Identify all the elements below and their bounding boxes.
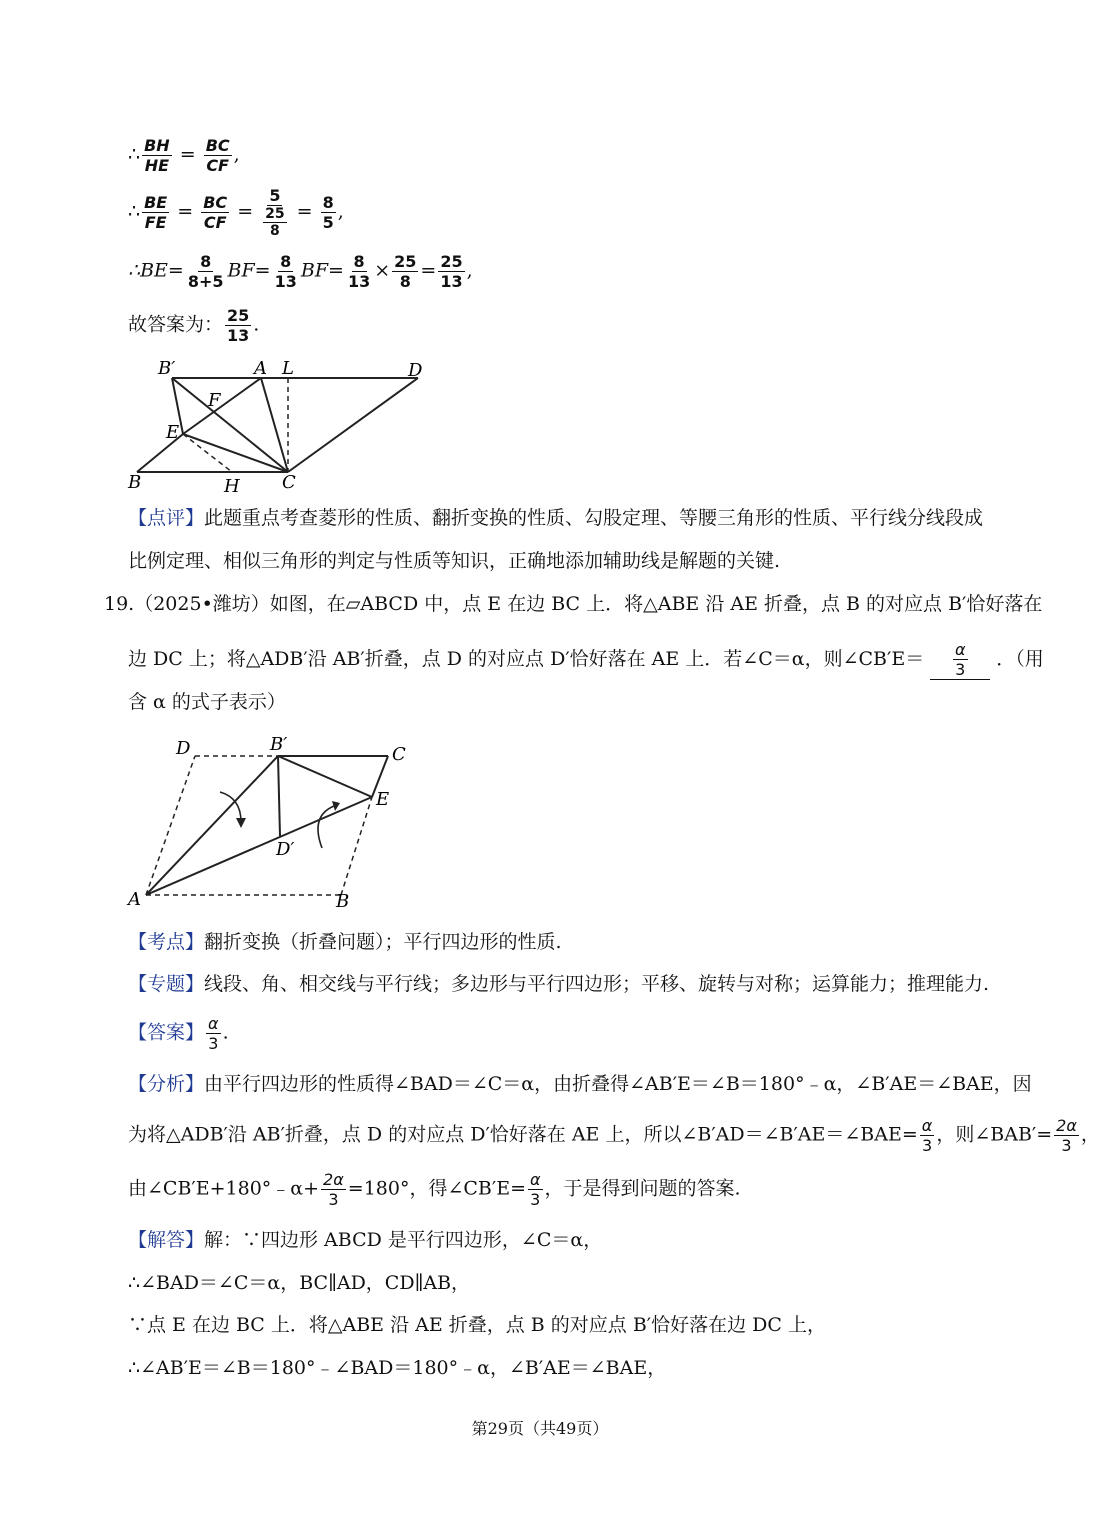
fenxi-line-3: 由∠CB′E+180°﹣α+ $\frac{2\alpha}{3}$ =180°，得∠CB′E= $\frac{\alpha}{3}$ ，于是得到问题的答案. (128, 1170, 741, 1209)
label-bprime: B′ (158, 358, 176, 379)
label-l: L (282, 358, 294, 379)
equation-line-1: ∴ $\frac{BH}{HE}$ = $\frac{BC}{CF}$ , (128, 136, 240, 175)
answer-blank: $\frac{\alpha}{3}$ (930, 640, 990, 680)
label-h: H (224, 476, 240, 497)
question-source: （2025•潍坊） (134, 593, 270, 615)
fraction: $\frac{8}{13}$ (274, 252, 297, 291)
jieda-line-3: ∵点 E 在边 BC 上．将△ABE 沿 AE 折叠，点 B 的对应点 B′恰好落在边 DC 上， (128, 1314, 826, 1336)
jieda-line-2: ∴∠BAD＝∠C＝α，BC∥AD，CD∥AB， (128, 1272, 471, 1294)
review-line-1: 【点评】此题重点考查菱形的性质、翻折变换的性质、勾股定理、等腰三角形的性质、平行线分线段成 (128, 507, 984, 529)
label-d: D (176, 738, 191, 759)
fraction: $\frac{BC}{CF}$ (203, 193, 228, 232)
label-b: B (336, 891, 350, 912)
figure-parallelogram-fold (120, 730, 420, 915)
daan-tag: 【答案】 (128, 1021, 205, 1044)
question-19-line-2: 边 DC 上；将△ADB′沿 AB′折叠，点 D 的对应点 D′恰好落在 AE 上．若∠C＝α，则∠CB′E＝ $\frac{\alpha}{3}$ ．（用 (128, 640, 1044, 679)
fraction: $\frac{8}{13}$ (347, 252, 371, 291)
kaodian-tag: 【考点】 (128, 931, 205, 953)
fraction: $\frac{25}{8}$ (394, 252, 417, 291)
equation-line-2: ∴ $\frac{BE}{FE}$ = $\frac{BC}{CF}$ = $\frac{5}{\frac{25}{8}}$ = $\frac{8}{5}$ , (128, 186, 344, 239)
figure-rhombus-fold (120, 354, 440, 499)
label-c: C (282, 472, 296, 493)
fraction: $\frac{2\alpha}{3}$ (323, 1170, 344, 1209)
question-19-line-3: 含 α 的式子表示） (128, 691, 286, 713)
label-a: A (128, 889, 141, 910)
label-dprime: D′ (276, 839, 295, 860)
label-e: E (376, 789, 390, 810)
jieda-line-4: ∴∠AB′E＝∠B＝180°﹣∠BAD＝180°﹣α，∠B′AE＝∠BAE， (128, 1357, 667, 1379)
label-b: B (128, 472, 142, 493)
label-d: D (408, 360, 423, 381)
zhuanti-tag: 【专题】 (128, 973, 205, 995)
answer-line: 故答案为： $\frac{25}{13}$ . (128, 306, 260, 345)
fenxi-line-2: 为将△ADB′沿 AB′折叠，点 D 的对应点 D′恰好落在 AE 上，所以∠B′AD＝∠B′AE＝∠BAE= $\frac{\alpha}{3}$ ，则∠BAB′= $\frac{2\alpha}{3}$ ， (128, 1116, 1100, 1155)
jieda-line-1: 【解答】解：∵四边形 ABCD 是平行四边形，∠C＝α， (128, 1229, 603, 1251)
label-e: E (166, 422, 180, 443)
nested-fraction: $\frac{5}{\frac{25}{8}}$ (265, 186, 285, 239)
equation-line-3: ∴BE= $\frac{8}{8+5}$ BF= $\frac{8}{13}$ BF= $\frac{8}{13}$ × $\frac{25}{8}$ = $\frac{25}{13}$ , (128, 252, 473, 291)
fenxi-tag: 【分析】 (128, 1073, 205, 1095)
fraction: $\frac{25}{13}$ (227, 306, 250, 345)
fraction: $\frac{25}{13}$ (440, 252, 463, 291)
fraction: $\frac{\alpha}{3}$ (921, 1116, 933, 1155)
kaodian-line: 【考点】翻折变换（折叠问题）；平行四边形的性质. (128, 931, 562, 953)
review-tag: 【点评】 (128, 507, 205, 529)
page-footer: 第29页（共49页） (471, 1419, 609, 1438)
label-f: F (208, 390, 221, 411)
daan-line: 【答案】 $\frac{\alpha}{3}$ . (128, 1014, 229, 1053)
zhuanti-line: 【专题】线段、角、相交线与平行线；多边形与平行四边形；平移、旋转与对称；运算能力；推理能力. (128, 973, 990, 995)
review-line-2: 比例定理、相似三角形的判定与性质等知识，正确地添加辅助线是解题的关键. (128, 550, 781, 572)
label-a: A (254, 358, 267, 379)
fraction: $\frac{BC}{CF}$ (205, 136, 230, 175)
fraction: $\frac{BH}{HE}$ (144, 136, 170, 175)
fraction: $\frac{\alpha}{3}$ (208, 1014, 219, 1053)
label-c: C (392, 744, 406, 765)
question-19-line-1: 19.（2025•潍坊）如图，在▱ABCD 中，点 E 在边 BC 上．将△ABE 沿 AE 折叠，点 B 的对应点 B′恰好落在 (104, 593, 1043, 615)
fraction: $\frac{2\alpha}{3}$ (1056, 1116, 1077, 1155)
label-bprime: B′ (270, 734, 288, 755)
fraction: $\frac{8}{8+5}$ (187, 252, 224, 291)
fenxi-line-1: 【分析】由平行四边形的性质得∠BAD＝∠C＝α，由折叠得∠AB′E＝∠B＝180°﹣α，∠B′AE＝∠BAE，因 (128, 1073, 1032, 1095)
jieda-tag: 【解答】 (128, 1229, 205, 1251)
fraction: $\frac{8}{5}$ (322, 193, 334, 232)
fraction: $\frac{BE}{FE}$ (144, 193, 168, 232)
question-number: 19. (104, 593, 135, 615)
fraction: $\frac{\alpha}{3}$ (530, 1170, 541, 1209)
